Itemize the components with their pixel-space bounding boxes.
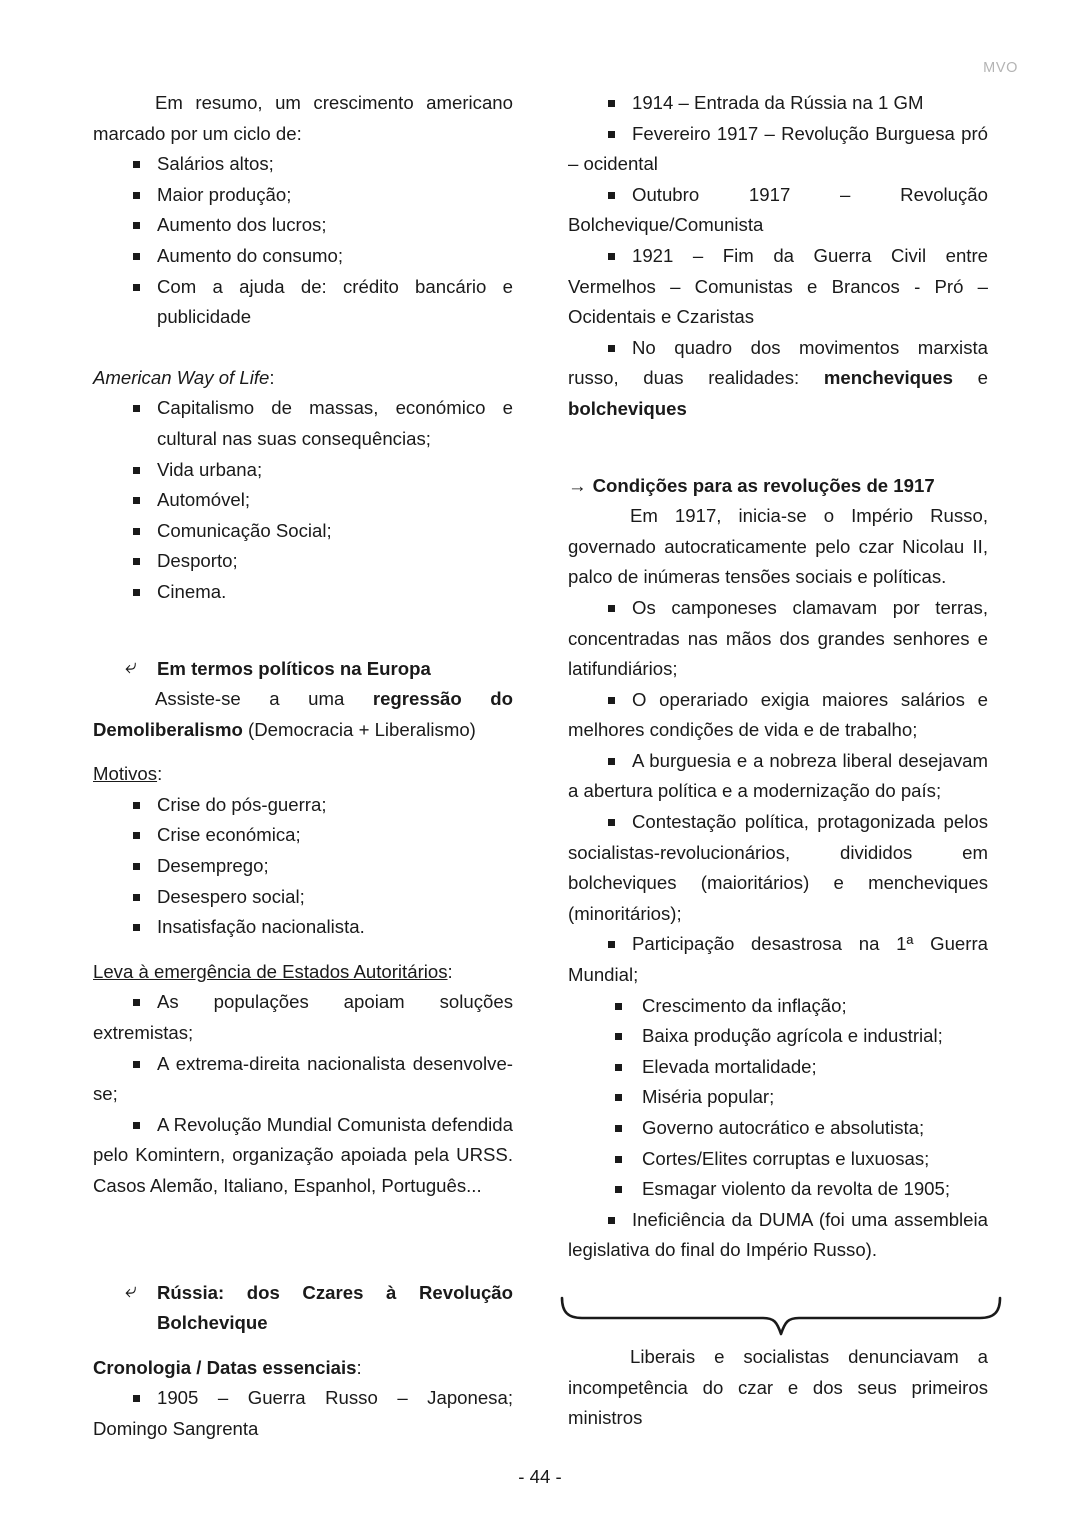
- list-item: Desemprego;: [93, 851, 513, 882]
- marxista-pre: No quadro dos movimentos marxista russo, duas realidades:: [568, 336, 988, 389]
- right-column: [568, 88, 988, 1434]
- list-item: O operariado exigia maiores salários e melhores condições de vida e de trabalho;: [568, 685, 988, 746]
- duma-list: [568, 1205, 988, 1266]
- list-item: Aumento do consumo;: [93, 241, 513, 272]
- page-header-mark: MVO: [983, 60, 1018, 76]
- page-number: - 44 -: [518, 1466, 562, 1487]
- list-item: 1921 – Fim da Guerra Civil entre Vermelhos – Comunistas e Brancos - Pró – Ocidentais e Czaristas: [568, 241, 988, 333]
- list-item: Vida urbana;: [93, 455, 513, 486]
- list-item: Automóvel;: [93, 485, 513, 516]
- cycle-list: [93, 149, 513, 333]
- list-item: Governo autocrático e absolutista;: [568, 1113, 988, 1144]
- list-item: Crise do pós-guerra;: [93, 790, 513, 821]
- spacer: [93, 943, 513, 957]
- estados-colon: :: [447, 960, 453, 982]
- list-item: Insatisfação nacionalista.: [93, 912, 513, 943]
- mencheviques-bold: mencheviques: [823, 367, 954, 389]
- politics-heading: [93, 654, 513, 685]
- list-item: Fevereiro 1917 – Revolução Burguesa pró – ocidental: [568, 119, 988, 180]
- list-item: Cinema.: [93, 577, 513, 608]
- list-item: Aumento dos lucros;: [93, 210, 513, 241]
- condicoes-short-list: [568, 991, 988, 1205]
- timeline-list: [568, 88, 988, 333]
- cronologia-colon: :: [356, 1356, 362, 1378]
- list-item: Crise económica;: [93, 820, 513, 851]
- estados-label: Leva à emergência de Estados Autoritários: [93, 960, 448, 982]
- politics-paragraph-post: (Democracia + Liberalismo): [242, 718, 476, 740]
- spacer: [568, 425, 988, 471]
- bolcheviques-bold: bolcheviques: [568, 397, 687, 419]
- list-item: Outubro 1917 – Revolução Bolchevique/Comunista: [568, 180, 988, 241]
- condicoes-heading: [568, 471, 988, 502]
- motivos-list: [93, 790, 513, 943]
- curved-arrow-icon: ⤷: [125, 654, 137, 678]
- left-column: [93, 88, 513, 1445]
- list-item: Maior produção;: [93, 180, 513, 211]
- list-item: Ineficiência da DUMA (foi uma assembleia legislativa do final do Império Russo).: [568, 1205, 988, 1266]
- intro-paragraph: Em resumo, um crescimento americano marcado por um ciclo de:: [93, 92, 513, 144]
- awol-heading-colon: :: [269, 366, 275, 388]
- awol-heading-text: American Way of Life: [93, 366, 270, 388]
- condicoes-long-list: [568, 593, 988, 991]
- spacer: [568, 1266, 988, 1312]
- list-item: A Revolução Mundial Comunista defendida pelo Komintern, organização apoiada pela URSS. Casos Alemão, Italiano, Espanhol, Português...: [93, 1110, 513, 1202]
- american-way-of-life-heading: [93, 363, 513, 394]
- list-item: As populações apoiam soluções extremistas;: [93, 987, 513, 1048]
- estados-autoritarios-heading: [93, 957, 513, 988]
- list-item: Esmagar violento da revolta de 1905;: [568, 1174, 988, 1205]
- list-item: Desespero social;: [93, 882, 513, 913]
- cronologia-list: [93, 1383, 513, 1444]
- list-item: Baixa produção agrícola e industrial;: [568, 1021, 988, 1052]
- spacer: [93, 608, 513, 654]
- conclusion-paragraph: Liberais e socialistas denunciavam a incompetência do czar e dos seus primeiros ministros: [568, 1345, 988, 1429]
- motivos-heading: [93, 759, 513, 790]
- list-item: Crescimento da inflação;: [568, 991, 988, 1022]
- marxista-list: [568, 333, 988, 425]
- russia-heading: [93, 1278, 513, 1339]
- list-item: [568, 333, 988, 425]
- list-item: Desporto;: [93, 546, 513, 577]
- list-item: Os camponeses clamavam por terras, concentradas nas mãos dos grandes senhores e latifundiários;: [568, 593, 988, 685]
- right-arrow-icon: →: [568, 474, 587, 496]
- list-item: A burguesia e a nobreza liberal desejavam a abertura política e a modernização do país;: [568, 746, 988, 807]
- list-item: Capitalismo de massas, económico e cultural nas suas consequências;: [93, 393, 513, 454]
- condicoes-paragraph: Em 1917, inicia-se o Império Russo, governado autocraticamente pelo czar Nicolau II, palco de inúmeras tensões sociais e políticas.: [568, 505, 988, 588]
- russia-heading-label: Rússia: dos Czares à Revolução Bolchevique: [157, 1281, 513, 1334]
- list-item: Salários altos;: [93, 149, 513, 180]
- marxista-mid: e: [953, 367, 988, 389]
- list-item: Com a ajuda de: crédito bancário e publicidade: [93, 272, 513, 333]
- list-item: Contestação política, protagonizada pelos socialistas-revolucionários, divididos em bolcheviques (maioritários) e mencheviques (minoritários);: [568, 807, 988, 929]
- motivos-label: Motivos: [93, 763, 158, 785]
- politics-paragraph-bold: regressão do Demoliberalismo: [93, 688, 513, 740]
- condicoes-heading-label: Condições para as revoluções de 1917: [592, 474, 935, 496]
- list-item: Cortes/Elites corruptas e luxuosas;: [568, 1144, 988, 1175]
- spacer: [93, 1248, 513, 1278]
- list-item: 1914 – Entrada da Rússia na 1 GM: [568, 88, 988, 119]
- spacer: [93, 333, 513, 363]
- list-item: Miséria popular;: [568, 1082, 988, 1113]
- cronologia-heading: [93, 1353, 513, 1384]
- estados-autoritarios-list: [93, 987, 513, 1201]
- list-item: A extrema-direita nacionalista desenvolve-se;: [93, 1049, 513, 1110]
- politics-paragraph-pre: Assiste-se a uma: [155, 688, 373, 710]
- list-item: Comunicação Social;: [93, 516, 513, 547]
- list-item: 1905 – Guerra Russo – Japonesa; Domingo Sangrenta: [93, 1383, 513, 1444]
- spacer: [93, 1202, 513, 1248]
- politics-heading-label: Em termos políticos na Europa: [157, 657, 431, 679]
- curved-arrow-icon: ⤷: [125, 1278, 137, 1302]
- spacer: [93, 1339, 513, 1353]
- politics-paragraph: [93, 684, 513, 745]
- spacer: [568, 1312, 988, 1342]
- american-way-of-life-list: [93, 393, 513, 607]
- list-item: Participação desastrosa na 1ª Guerra Mundial;: [568, 929, 988, 990]
- motivos-colon: :: [157, 763, 163, 785]
- cronologia-label: Cronologia / Datas essenciais: [93, 1356, 357, 1378]
- spacer: [93, 745, 513, 759]
- list-item: Elevada mortalidade;: [568, 1052, 988, 1083]
